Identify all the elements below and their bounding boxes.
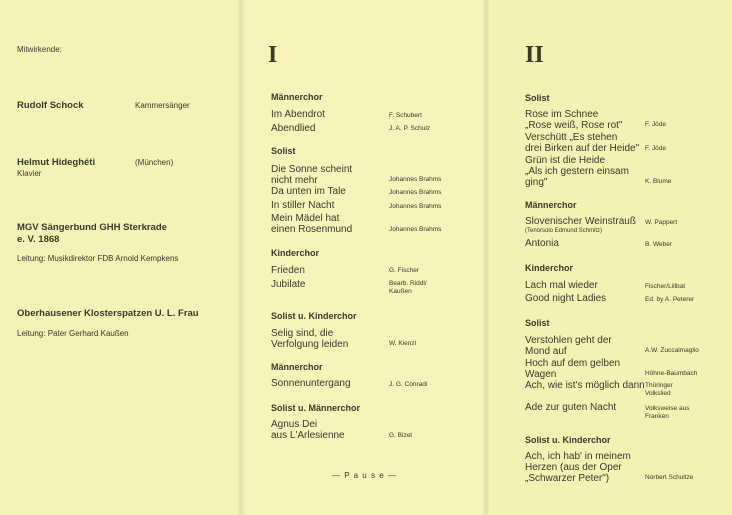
piece-composer: W. Kienzl xyxy=(389,340,417,347)
section-heading: Solist u. Männerchor xyxy=(271,403,361,413)
piece-title: Die Sonne scheint nicht mehr xyxy=(271,164,353,186)
fold-line xyxy=(238,0,244,515)
piece-composer: A.W. Zuccalmaglio xyxy=(645,347,699,354)
piece-composer: G. Fischer xyxy=(389,267,419,274)
performer-name: MGV Sängerbund GHH Sterkrade e. V. 1868 xyxy=(17,222,167,245)
piece-composer: Johannes Brahms xyxy=(389,203,442,210)
performer-role: Kammersänger xyxy=(135,101,190,110)
piece-title: Good night Ladies xyxy=(525,293,607,304)
piece-title: Verstohlen geht der Mond auf xyxy=(525,335,612,357)
performer-instrument: Klavier xyxy=(17,169,42,178)
piece-title: Da unten im Tale xyxy=(271,186,346,197)
performer-name: Rudolf Schock xyxy=(17,100,84,111)
performers-header: Mitwirkende: xyxy=(17,45,62,54)
piece-title: Sonnenuntergang xyxy=(271,378,351,389)
piece-title: Lach mal wieder xyxy=(525,280,598,291)
section-heading: Solist xyxy=(525,318,550,328)
section-heading: Solist u. Kinderchor xyxy=(271,311,357,321)
pause-label: — P a u s e — xyxy=(332,471,397,480)
part-numeral: I xyxy=(268,42,278,68)
piece-title: Abendlied xyxy=(271,123,316,134)
section-heading: Männerchor xyxy=(271,362,323,372)
section-heading: Kinderchor xyxy=(271,248,320,258)
performer-role: (München) xyxy=(135,158,174,167)
section-heading: Männerchor xyxy=(525,200,577,210)
fold-line xyxy=(483,0,489,515)
piece-title: Grün ist die Heide „Als ich gestern einsam ging" xyxy=(525,155,629,188)
piece-composer: B. Weber xyxy=(645,241,672,248)
piece-composer: Ed. by A. Peterer xyxy=(645,296,695,303)
piece-note: (Tenorsolo Edmund Schmitz) xyxy=(525,228,603,234)
panel-program-part-2 xyxy=(485,0,732,515)
piece-composer: Thüringer Volkslied xyxy=(645,382,673,397)
piece-composer: F. Jöde xyxy=(645,145,666,152)
piece-composer: Johannes Brahms xyxy=(389,226,442,233)
piece-composer: K. Blume xyxy=(645,178,672,185)
piece-title: Agnus Dei aus L'Arlesienne xyxy=(271,419,345,441)
performer-name: Oberhausener Klosterspatzen U. L. Frau xyxy=(17,308,199,319)
piece-title: Rose im Schnee „Rose weiß, Rose rot" xyxy=(525,109,623,131)
performer-leitung: Leitung: Pater Gerhard Kaußen xyxy=(17,329,129,338)
piece-composer: W. Pappert xyxy=(645,219,678,226)
piece-title: Ade zur guten Nacht xyxy=(525,402,617,413)
piece-composer: Fischer/Lillbat xyxy=(645,283,686,290)
piece-title: Im Abendrot xyxy=(271,109,325,120)
piece-composer: F. Schubert xyxy=(389,112,422,119)
section-heading: Solist xyxy=(525,93,550,103)
piece-composer: Norbert Schultze xyxy=(645,474,694,481)
piece-composer: Johannes Brahms xyxy=(389,176,442,183)
section-heading: Solist xyxy=(271,146,296,156)
piece-composer: Höhne-Baumbach xyxy=(645,370,698,377)
performer-leitung: Leitung: Musikdirektor FDB Arnold Kempkens xyxy=(17,254,179,263)
piece-title: Ach, ich hab' in meinem Herzen (aus der Oper „Schwarzer Peter") xyxy=(525,451,631,484)
panel-program-part-1 xyxy=(240,0,485,515)
piece-title: Slovenischer Weinstrauß xyxy=(525,216,636,227)
section-heading: Solist u. Kinderchor xyxy=(525,435,611,445)
piece-title: Mein Mädel hat einen Rosenmund xyxy=(271,213,353,235)
piece-composer: G. Bizet xyxy=(389,432,413,439)
piece-composer: F. Jöde xyxy=(645,121,666,128)
piece-title: Frieden xyxy=(271,265,305,276)
piece-title: Jubilate xyxy=(271,279,306,290)
piece-composer: Johannes Brahms xyxy=(389,189,442,196)
piece-composer: J. G. Conradi xyxy=(389,381,428,388)
piece-title: Ach, wie ist's möglich dann xyxy=(525,380,645,391)
section-heading: Kinderchor xyxy=(525,263,574,273)
part-numeral: II xyxy=(525,42,544,68)
piece-composer: Bearb. Riddl/ Kaußen xyxy=(389,280,427,295)
piece-title: Selig sind, die Verfolgung leiden xyxy=(271,328,349,350)
piece-composer: J. A. P. Schulz xyxy=(389,125,431,132)
piece-composer: Volksweise aus Franken xyxy=(645,405,690,420)
piece-title: Hoch auf dem gelben Wagen xyxy=(525,358,621,380)
panel-performers xyxy=(0,0,240,515)
piece-title: Verschütt „Es stehen drei Birken auf der Heide" xyxy=(525,132,640,154)
piece-title: In stiller Nacht xyxy=(271,200,335,211)
section-heading: Männerchor xyxy=(271,92,323,102)
piece-title: Antonia xyxy=(525,238,559,249)
performer-name: Helmut Hideghéti xyxy=(17,157,96,168)
